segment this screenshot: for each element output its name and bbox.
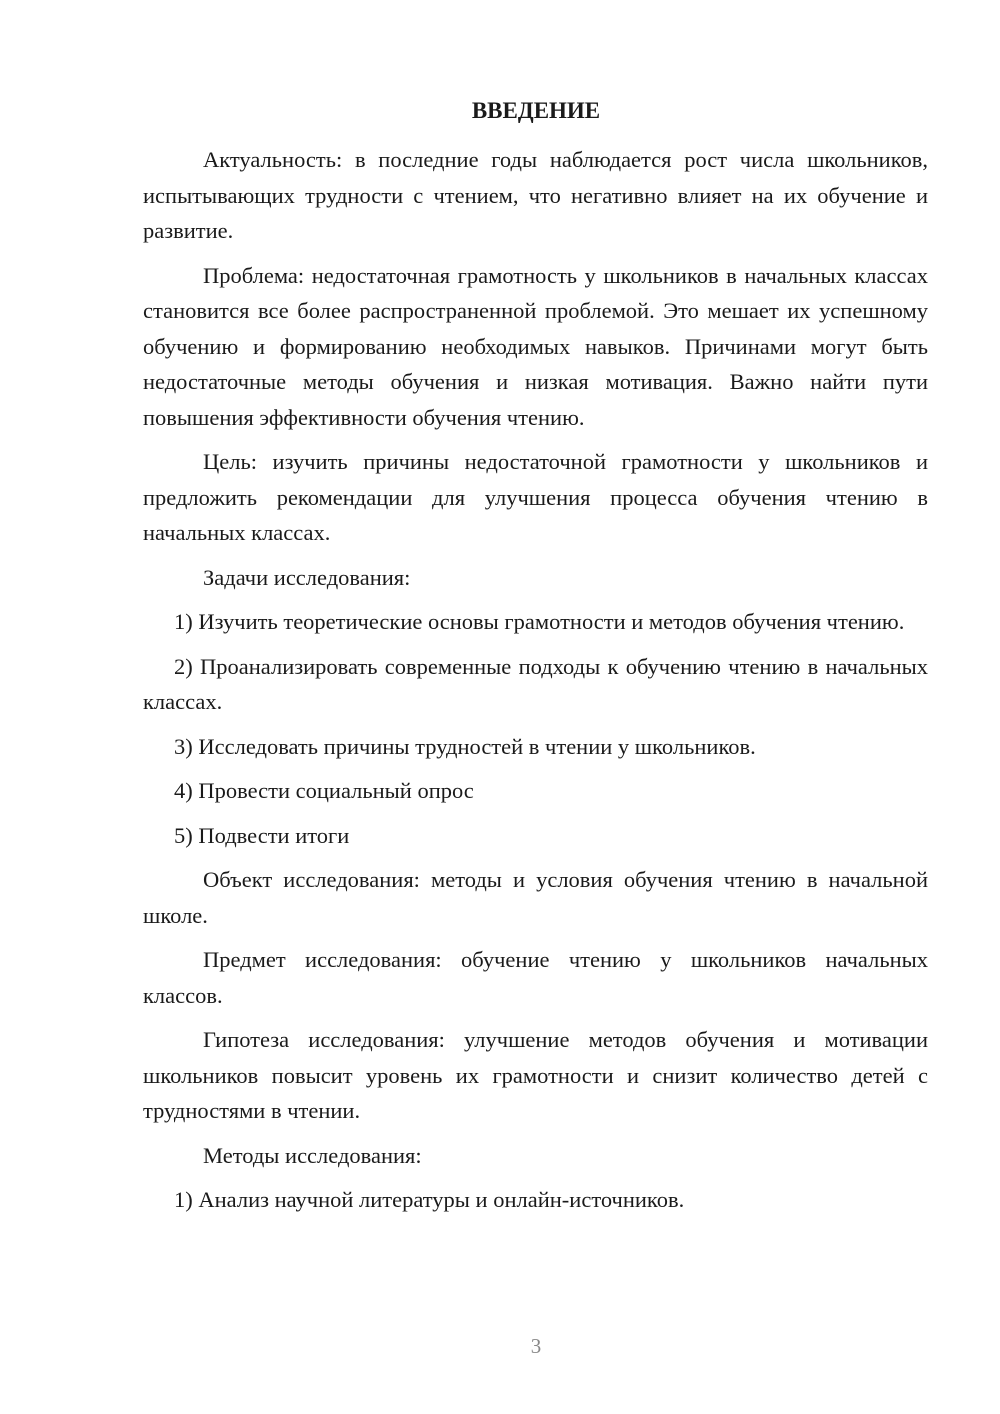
task-item-1: 1) Изучить теоретические основы грамотности и методов обучения чтению. <box>174 609 905 634</box>
paragraph-problem: Проблема: недостаточная грамотность у школьников в начальных классах становится все более распространенной проблемой. Это мешает их успешному обучению и формированию необходимых навыков. Причинами могут быть недостаточные методы обучения и низкая мотивация. Важно найти пути повышения эффективности обучения чтению. <box>143 262 928 430</box>
paragraph-goal: Цель: изучить причины недостаточной грамотности у школьников и предложить рекомендации для улучшения процесса обучения чтению в начальных классах. <box>143 449 928 545</box>
paragraph-tasks-heading: Задачи исследования: <box>203 564 411 590</box>
task-item-5: 5) Подвести итоги <box>174 822 350 848</box>
paragraph-relevance: Актуальность: в последние годы наблюдается рост числа школьников, испытывающих трудности с чтением, что негативно влияет на их обучение и развитие. <box>143 147 928 243</box>
paragraph-hypothesis: Гипотеза исследования: улучшение методов обучения и мотивации школьников повысит уровень их грамотности и снизит количество детей с трудностями в чтении. <box>143 1027 928 1123</box>
document-body <box>143 142 928 1227</box>
task-item-3: 3) Исследовать причины трудностей в чтении у школьников. <box>174 733 756 759</box>
method-item-1: 1) Анализ научной литературы и онлайн-источников. <box>174 1187 685 1212</box>
paragraph-subject: Предмет исследования: обучение чтению у школьников начальных классов. <box>143 947 928 1008</box>
paragraph-methods-heading: Методы исследования: <box>203 1142 422 1168</box>
section-title: ВВЕДЕНИЕ <box>471 98 601 123</box>
paragraph-object: Объект исследования: методы и условия обучения чтению в начальной школе. <box>143 867 928 928</box>
task-item-4: 4) Провести социальный опрос <box>174 778 474 803</box>
task-item-2: 2) Проанализировать современные подходы к обучению чтению в начальных классах. <box>143 653 928 714</box>
page-number: 3 <box>530 1334 542 1358</box>
